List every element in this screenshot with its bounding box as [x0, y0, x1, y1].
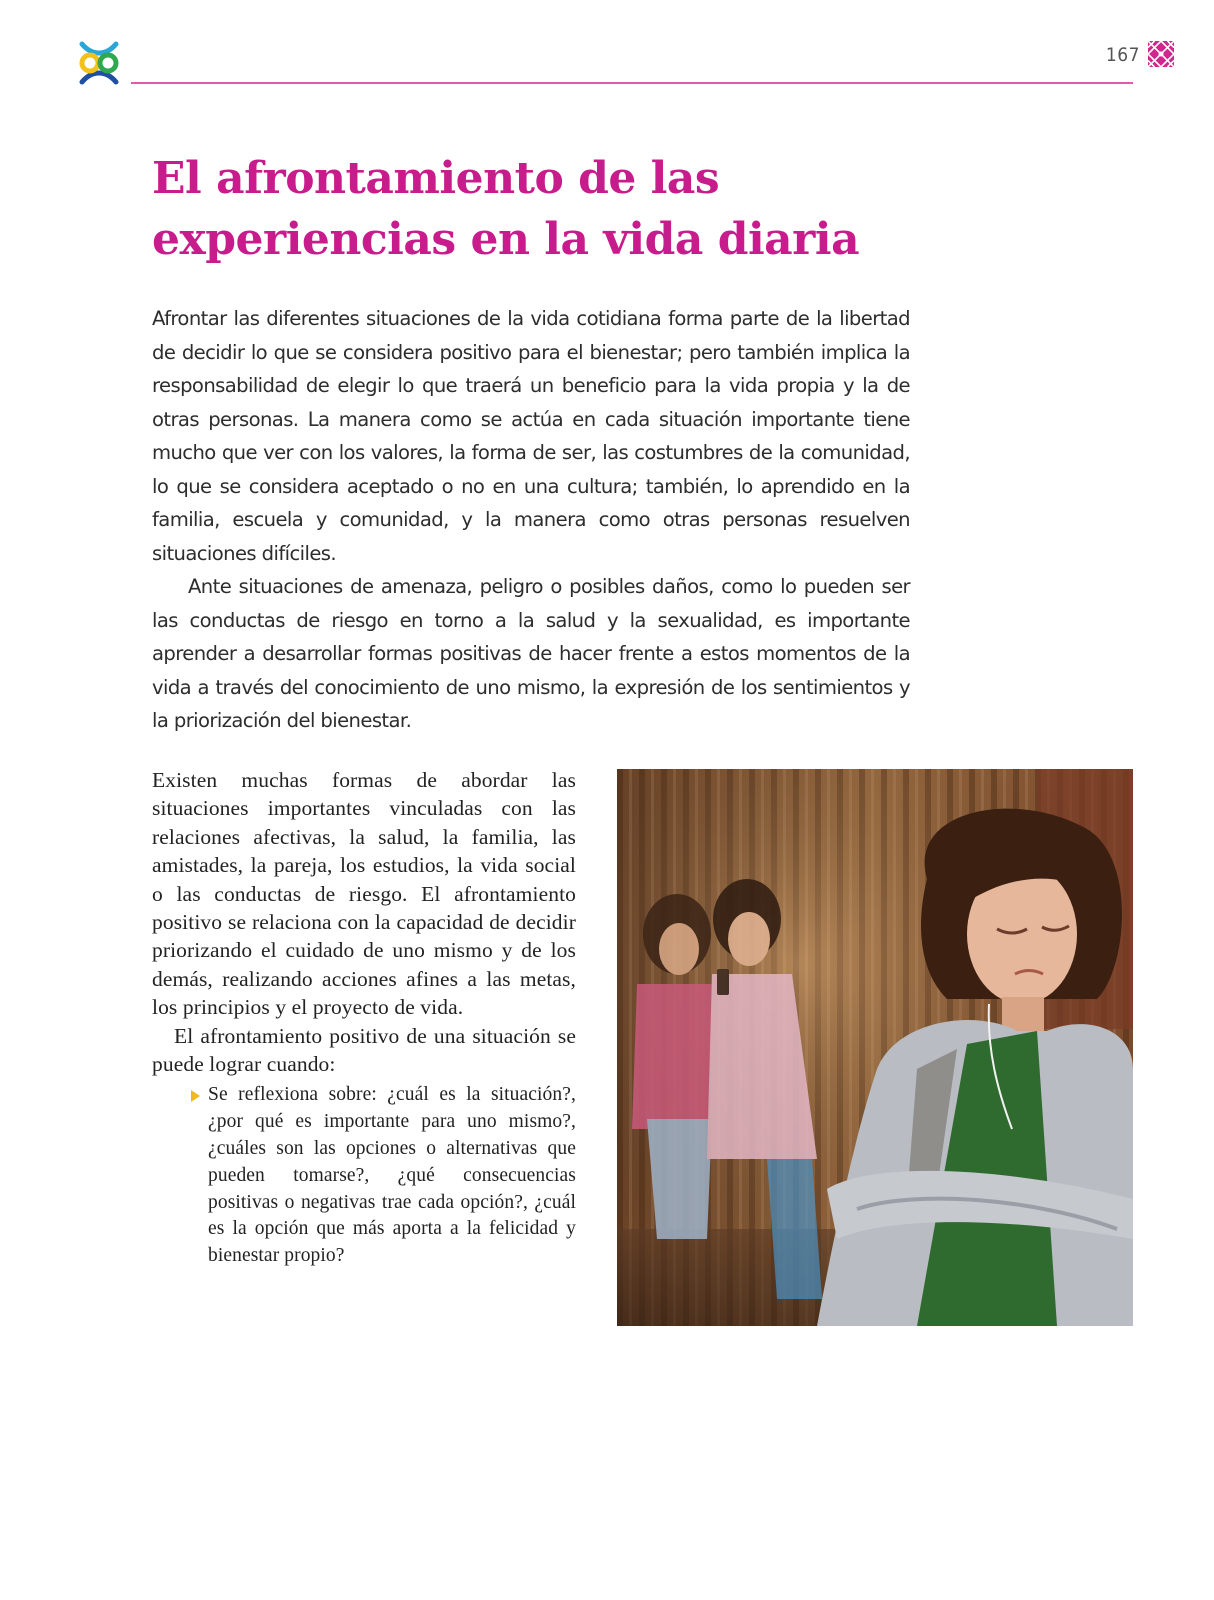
column-paragraph-2: El afrontamiento positivo de una situación se puede lograr cuando: — [152, 1023, 576, 1077]
photo-teen-girl-sad-with-friends-background — [617, 769, 1133, 1326]
header-rule — [131, 82, 1133, 84]
intro-paragraph-2: Ante situaciones de amenaza, peligro o posibles daños, como lo pueden ser las conductas de riesgo en torno a la salud y la sexualidad, es importante aprender a desarrollar formas positivas de hacer frente a estos momentos de la vida a través del conocimiento de uno mismo, la expresión de los sentimientos y la priorización del bienestar. — [152, 575, 910, 732]
column-paragraph-1: Existen muchas formas de abordar las situaciones importantes vinculadas con las relaciones afectivas, la salud, la familia, las amistades, la pareja, los estudios, la vida social o las conductas de riesgo. El afrontamiento positivo se relaciona con la capacidad de decidir priorizando el cuidado de uno mismo y de los demás, realizando acciones afines a las metas, los principios y el proyecto de vida. — [152, 768, 576, 1020]
intro-text — [152, 302, 910, 738]
magenta-pattern-icon — [1148, 41, 1174, 67]
reflection-list — [152, 1082, 576, 1270]
interlocking-rings-logo-icon — [76, 40, 122, 86]
left-column-text — [152, 766, 576, 1270]
page-number: 167 — [1105, 44, 1140, 66]
triangle-bullet-icon — [191, 1090, 200, 1102]
list-item — [208, 1082, 576, 1270]
page-title — [152, 148, 912, 270]
title-line-1: El afrontamiento de las — [152, 153, 720, 204]
intro-paragraph-1: Afrontar las diferentes situaciones de la vida cotidiana forma parte de la libertad de decidir lo que se considera positivo para el bienestar; pero también implica la responsabilidad de elegir lo que traerá un beneficio para la vida propia y la de otras personas. La manera como se actúa en cada situación importante tiene mucho que ver con los valores, la forma de ser, las costumbres de la comunidad, lo que se considera aceptado o no en una cultura; también, lo aprendido en la familia, escuela y comunidad, y la manera como otras personas resuelven situaciones difíciles. — [152, 307, 910, 565]
title-line-2: experiencias en la vida diaria — [152, 214, 860, 265]
list-item-text: Se reflexiona sobre: ¿cuál es la situación?, ¿por qué es importante para uno mismo?, ¿cuáles son las opciones o alternativas que pueden tomarse?, ¿qué consecuencias positivas o negativas trae cada opción?, ¿cuál es la opción que más aporta a la felicidad y bienestar propio? — [208, 1084, 576, 1267]
